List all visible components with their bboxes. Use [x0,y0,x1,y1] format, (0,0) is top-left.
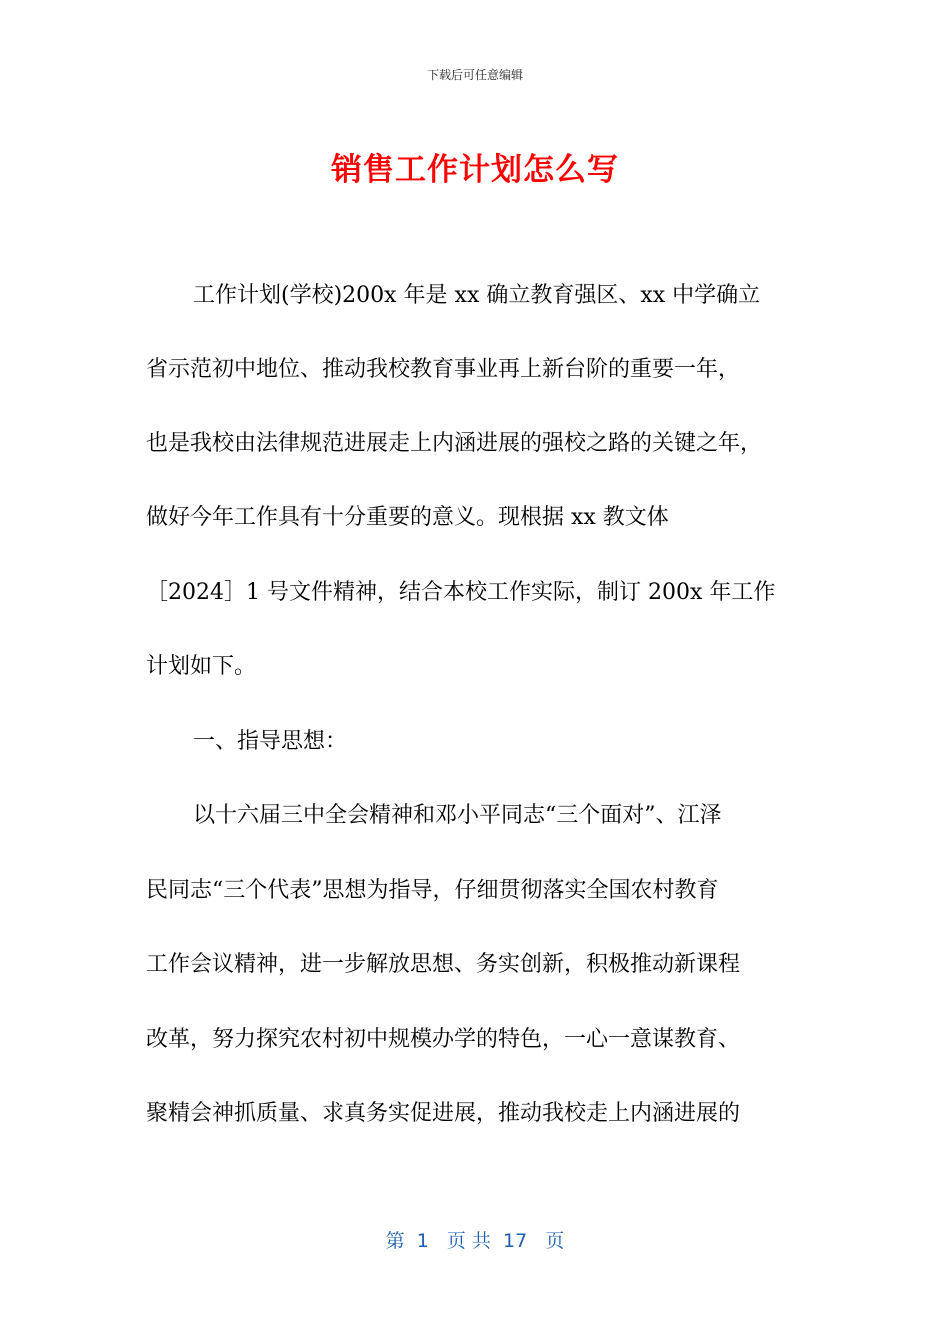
paragraph-line: 也是我校由法律规范进展走上内涵进展的强校之路的关键之年， [146,431,763,456]
paragraph-line: 改革，努力探究农村初中规模办学的特色，一心一意谋教育、 [146,1027,741,1052]
document-title: 销售工作计划怎么写 [331,152,619,188]
paragraph-line: 聚精会神抓质量、求真务实促进展，推动我校走上内涵进展的 [146,1101,741,1126]
paragraph-line: 工作计划(学校)200x 年是 xx 确立教育强区、xx 中学确立 [193,283,761,308]
paragraph-line: 省示范初中地位、推动我校教育事业再上新台阶的重要一年， [146,357,741,382]
paragraph-line: 计划如下。 [146,654,257,679]
paragraph-line: 做好今年工作具有十分重要的意义。现根据 xx 教文体 [146,505,669,530]
header-note: 下载后可任意编辑 [426,68,523,82]
page-footer: 第 1 页 共 17 页 [385,1230,565,1252]
paragraph-line: 工作会议精神，进一步解放思想、务实创新，积极推动新课程 [146,952,741,977]
paragraph-line: 民同志“三个代表”思想为指导，仔细贯彻落实全国农村教育 [146,878,719,903]
section-heading: 一、指导思想： [193,729,348,754]
paragraph-line: 以十六届三中全会精神和邓小平同志“三个面对”、江泽 [193,803,722,828]
paragraph-line: ［2024］1 号文件精神，结合本校工作实际，制订 200x 年工作 [146,580,776,605]
